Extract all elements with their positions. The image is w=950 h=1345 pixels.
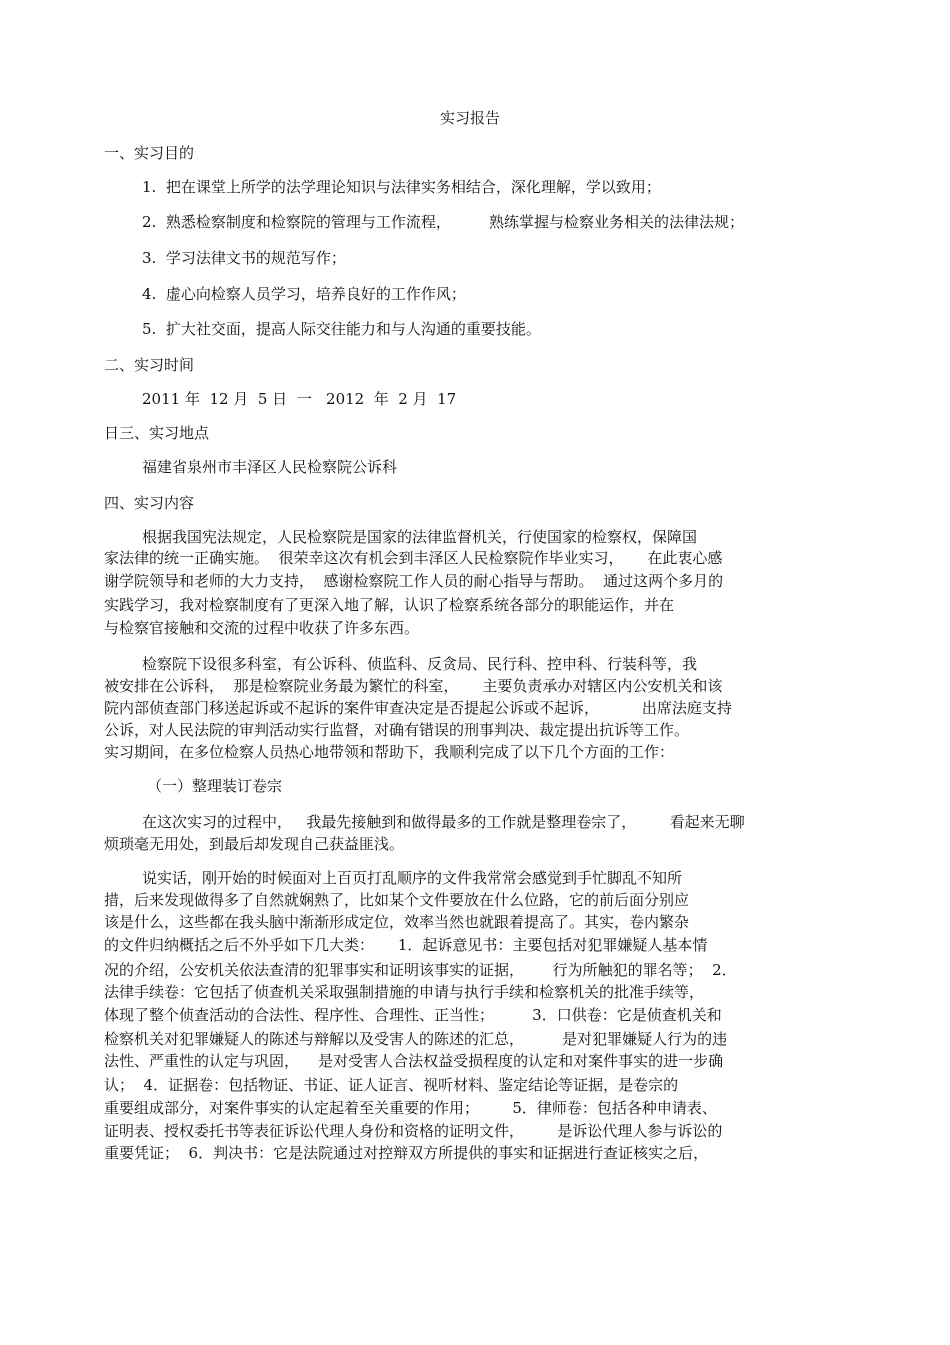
text-line: 根据我国宪法规定，人民检察院是国家的法律监督机关，行使国家的检察权，保障国 (142, 528, 698, 546)
text-line: 法性、严重性的认定与巩固， 是对受害人合法权益受损程度的认定和对案件事实的进一步确 (104, 1052, 724, 1070)
text-line: 实践学习，我对检察制度有了更深入地了解，认识了检察系统各部分的职能运作，并在 (104, 596, 675, 614)
text-line: 况的介绍，公安机关依法查清的犯罪事实和证明该事实的证据， 行为所触犯的罪名等； 2． (104, 961, 737, 979)
text-line: 公诉，对人民法院的审判活动实行监督，对确有错误的刑事判决、裁定提出抗诉等工作。 (104, 721, 690, 739)
text-line: 被安排在公诉科， 那是检察院业务最为繁忙的科室， 主要负责承办对辖区内公安机关和该 (104, 677, 723, 695)
text-line: 说实话，刚开始的时候面对上百页打乱顺序的文件我常常会感觉到手忙脚乱不知所 (142, 869, 683, 887)
text-line: 的文件归纳概括之后不外乎如下几大类： 1．起诉意见书：主要包括对犯罪嫌疑人基本情 (104, 936, 708, 954)
text-line: 体现了整个侦查活动的合法性、程序性、合理性、正当性； 3．口供卷：它是侦查机关和 (104, 1006, 722, 1024)
text-line: 法律手续卷：它包括了侦查机关采取强制措施的申请与执行手续和检察机关的批准手续等， (104, 983, 705, 1001)
text-line: 5. 扩大社交面，提高人际交往能力和与人沟通的重要技能。 (142, 320, 541, 338)
text-line: 院内部侦查部门移送起诉或不起诉的案件审查决定是否提起公诉或不起诉， 出席法庭支持 (104, 699, 732, 717)
text-line: 重要组成部分，对案件事实的认定起着至关重要的作用； 5．律师卷：包括各种申请表、 (104, 1099, 717, 1117)
text-line: 日三、实习地点 (104, 424, 210, 442)
text-line: 2. 熟悉检察制度和检察院的管理与工作流程， 熟练掌握与检察业务相关的法律法规； (142, 213, 744, 231)
document-title: 实习报告 (440, 109, 501, 127)
text-line: 证明表、授权委托书等表征诉讼代理人身份和资格的证明文件， 是诉讼代理人参与诉讼的 (104, 1122, 723, 1140)
text-line: （一）整理装订卷宗 (147, 777, 283, 795)
text-line: 检察院下设很多科室，有公诉科、侦监科、反贪局、民行科、控申科、行装科等，我 (142, 655, 698, 673)
text-line: 四、实习内容 (104, 494, 195, 512)
text-line: 福建省泉州市丰泽区人民检察院公诉科 (142, 458, 398, 476)
text-line: 二、实习时间 (104, 356, 195, 374)
text-line: 实习期间，在多位检察人员热心地带领和帮助下，我顺利完成了以下几个方面的工作： (104, 743, 675, 761)
text-line: 措，后来发现做得多了自然就娴熟了，比如某个文件要放在什么位路，它的前后面分别应 (104, 891, 690, 909)
text-line: 认； 4．证据卷：包括物证、书证、证人证言、视听材料、鉴定结论等证据，是卷宗的 (104, 1076, 679, 1094)
text-line: 4. 虚心向检察人员学习，培养良好的工作作风； (142, 285, 466, 303)
text-line: 1. 把在课堂上所学的法学理论知识与法律实务相结合，深化理解，学以致用； (142, 178, 661, 196)
text-line: 2011 年 12 月 5 日 一 2012 年 2 月 17 (142, 390, 457, 408)
text-line: 重要凭证； 6．判决书：它是法院通过对控辩双方所提供的事实和证据进行查证核实之后， (104, 1144, 709, 1162)
text-line: 一、实习目的 (104, 144, 195, 162)
text-line: 谢学院领导和老师的大力支持， 感谢检察院工作人员的耐心指导与帮助。 通过这两个多月的 (104, 572, 724, 590)
text-line: 在这次实习的过程中， 我最先接触到和做得最多的工作就是整理卷宗了， 看起来无聊 (142, 813, 745, 831)
text-line: 3. 学习法律文书的规范写作； (142, 249, 346, 267)
text-line: 与检察官接触和交流的过程中收获了许多东西。 (104, 619, 420, 637)
text-line: 家法律的统一正确实施。 很荣幸这次有机会到丰泽区人民检察院作毕业实习， 在此衷心感 (104, 549, 723, 567)
text-line: 检察机关对犯罪嫌疑人的陈述与辩解以及受害人的陈述的汇总， 是对犯罪嫌疑人行为的违 (104, 1030, 728, 1048)
text-line: 烦琐毫无用处，到最后却发现自己获益匪浅。 (104, 835, 405, 853)
text-line: 该是什么，这些都在我头脑中渐渐形成定位，效率当然也就跟着提高了。其实，卷内繁杂 (104, 913, 690, 931)
